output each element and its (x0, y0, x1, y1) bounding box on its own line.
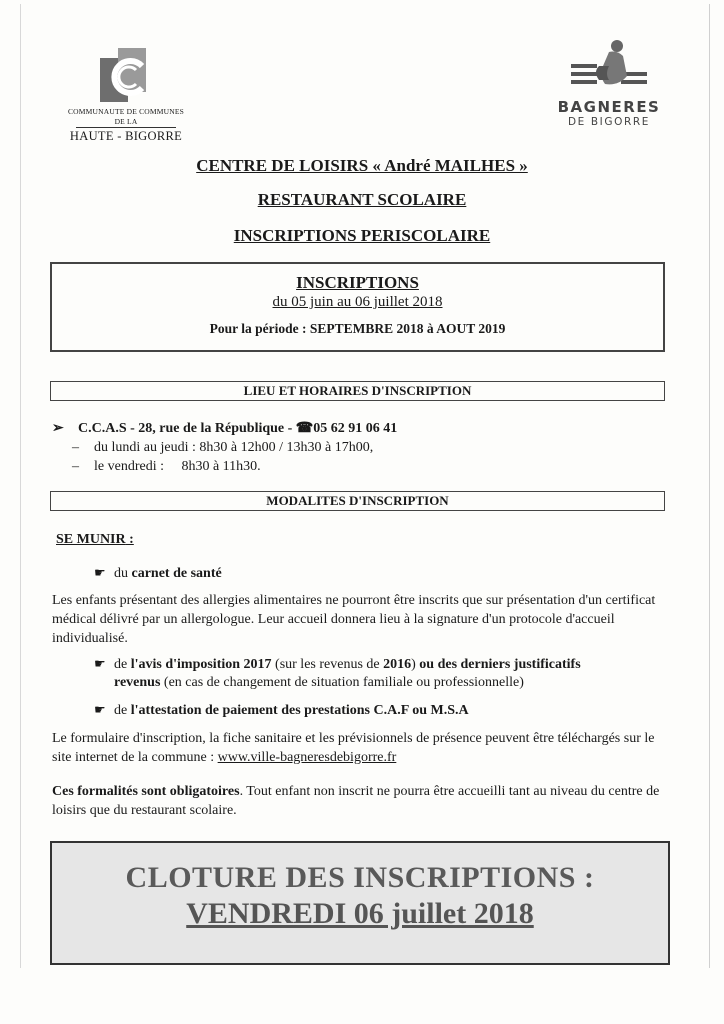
list-item-imposition (94, 656, 581, 692)
item-bold: l'attestation de paiement des prestations C.A.F ou M.S.A (130, 703, 469, 718)
title-restaurant: RESTAURANT SCOLAIRE (257, 190, 467, 209)
ccbh-logo-mark (96, 44, 156, 106)
dash-bullet: – (72, 440, 79, 455)
item-text: du (114, 566, 132, 581)
org-name-small: COMMUNAUTE DE COMMUNES (67, 107, 185, 116)
region-name: DE BIGORRE (568, 116, 650, 128)
pointing-hand-icon: ☛ (94, 566, 106, 581)
item-continuation (94, 674, 581, 692)
dash-bullet: – (72, 459, 79, 474)
list-item-attestation (94, 703, 469, 719)
org-name: HAUTE - BIGORRE (69, 129, 183, 143)
hours-weekdays (72, 440, 373, 456)
item-text: (en cas de changement de situation familiale ou professionnelle) (160, 675, 524, 690)
closing-line-1: CLOTURE DES INSCRIPTIONS : (125, 861, 595, 894)
pointing-hand-icon: ☛ (94, 703, 106, 718)
item-text: (sur les revenus de (271, 657, 384, 672)
se-munir-heading (56, 532, 134, 548)
section-modalites: MODALITES D'INSCRIPTION (50, 491, 665, 511)
obligatoires-paragraph (52, 782, 676, 820)
bagneres-logo-mark (569, 36, 649, 94)
closing-banner (50, 841, 670, 965)
item-bold: carnet de santé (131, 566, 222, 581)
ccbh-logo (56, 44, 196, 144)
website-link[interactable]: www.ville-bagneresdebigorre.fr (217, 750, 397, 765)
allergies-paragraph: Les enfants présentant des allergies alimentaires ne pourront être inscrits que sur présentation d'un certificat médical délivré par un allergologue. Leur accueil donnera lieu à la signature d'un protocole d'accueil individualisé. (52, 593, 656, 646)
hours-weekdays-text: du lundi au jeudi : 8h30 à 12h00 / 13h30 à 17h00, (94, 440, 374, 455)
obligatoires-bold: Ces formalités sont obligatoires (52, 784, 240, 799)
item-text: ) (411, 657, 420, 672)
inscriptions-box (50, 262, 665, 352)
formulaire-paragraph (52, 729, 676, 767)
inscriptions-dates: du 05 juin au 06 juillet 2018 (272, 294, 443, 310)
formulaire-text: Le formulaire d'inscription, la fiche sanitaire et les prévisionnels de présence peuvent être téléchargés sur le site internet de la commune : (52, 731, 655, 765)
item-bold: l'avis d'imposition 2017 (130, 657, 272, 672)
obligatoires-text: . Tout enfant non inscrit ne pourra être accueilli tant au niveau du centre de loisirs que du restaurant scolaire. (52, 784, 660, 818)
town-name: BAGNERES (557, 98, 661, 116)
page-border (20, 4, 710, 968)
se-munir-text: SE MUNIR (56, 532, 126, 547)
inscriptions-period: Pour la période : SEPTEMBRE 2018 à AOUT 2019 (209, 321, 506, 336)
item-bold: revenus (114, 675, 161, 690)
item-text: de (114, 703, 131, 718)
section-lieu-horaires: LIEU ET HORAIRES D'INSCRIPTION (50, 381, 665, 401)
pointing-hand-icon: ☛ (94, 657, 106, 672)
hours-friday (72, 459, 261, 475)
divider (76, 127, 176, 128)
closing-line-2: VENDREDI 06 juillet 2018 (186, 897, 534, 930)
arrow-icon: ➢ (52, 421, 64, 436)
address-line (52, 420, 397, 437)
inscriptions-heading: INSCRIPTIONS (296, 273, 419, 292)
hours-friday-text: le vendredi : 8h30 à 11h30. (94, 459, 261, 474)
address-text: C.C.A.S - 28, rue de la République - ☎05 62 91 06 41 (78, 421, 398, 436)
item-bold: ou des derniers justificatifs (419, 657, 581, 672)
org-name-small-2: DE LA (114, 117, 138, 126)
title-inscriptions: INSCRIPTIONS PERISCOLAIRE (233, 226, 491, 245)
list-item-carnet (94, 566, 222, 582)
se-munir-colon: : (125, 532, 134, 547)
bagneres-logo (554, 36, 664, 128)
title-centre-loisirs: CENTRE DE LOISIRS « André MAILHES » (196, 156, 528, 175)
item-bold: 2016 (383, 657, 412, 672)
item-text: de (114, 657, 131, 672)
